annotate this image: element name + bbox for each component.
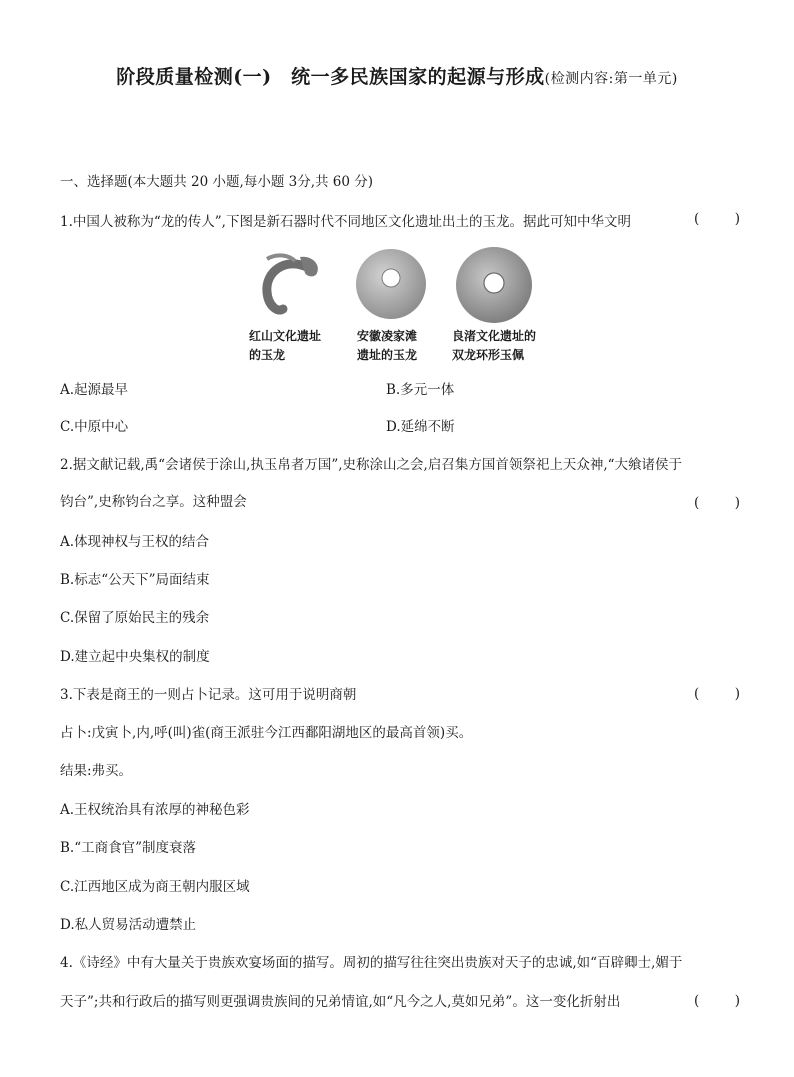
q2-option-c[interactable]: C.保留了原始民主的残余 [60,610,210,626]
q2-option-d[interactable]: D.建立起中央集权的制度 [60,649,210,665]
q3-stem: 3.下表是商王的一则占卜记录。这可用于说明商朝 [60,687,357,703]
page-title [0,62,794,89]
section-heading: 一、选择题(本大题共 20 小题,每小题 3分,共 60 分) [60,174,374,190]
q2-stem-line1: 2.据文献记载,禹“会诸侯于涂山,执玉帛者万国”,史称涂山之会,启召集方国首领祭祀上天众神,“大飨诸侯于 [60,457,683,473]
q2-option-a[interactable]: A.体现神权与王权的结合 [60,534,210,550]
q4-stem-line2: 天子”;共和行政后的描写则更强调贵族间的兄弟情谊,如“凡今之人,莫如兄弟”。这一变化折射出 [60,994,621,1010]
q2-stem-line2: 钧台”,史称钧台之享。这种盟会 [60,494,247,510]
q3-option-b[interactable]: B.“工商食官”制度衰落 [60,840,197,856]
title-main: 阶段质量检测(一) 统一多民族国家的起源与形成 [116,66,545,88]
q2-option-b[interactable]: B.标志“公天下”局面结束 [60,572,210,588]
q3-record-result: 结果:弗买。 [60,763,133,779]
q4-answer-bracket[interactable]: ( ) [694,993,740,1009]
q1-option-d[interactable]: D.延绵不断 [386,419,455,435]
jade-dragon-lingjiatan-image [354,247,428,321]
title-sub: (检测内容:第一单元) [544,71,678,87]
jade-ring-liangzhu-image [454,245,534,325]
q1-option-c[interactable]: C.中原中心 [60,419,129,435]
q3-option-d[interactable]: D.私人贸易活动遭禁止 [60,917,197,933]
q1-option-b[interactable]: B.多元一体 [386,382,455,398]
q4-stem-line1: 4.《诗经》中有大量关于贵族欢宴场面的描写。周初的描写往往突出贵族对天子的忠诚,如“百辟卿士,媚于 [60,955,683,971]
q2-answer-bracket[interactable]: ( ) [694,495,740,511]
caption-liangzhu: 良渚文化遗址的 双龙环形玉佩 [452,329,537,362]
q3-record-divination: 占卜:戊寅卜,内,呼(叫)雀(商王派驻今江西鄱阳湖地区的最高首领)买。 [60,725,473,741]
caption-lingjiatan: 安徽凌家滩 遗址的玉龙 [357,329,418,362]
q3-option-c[interactable]: C.江西地区成为商王朝内服区域 [60,879,250,895]
caption-hongshan: 红山文化遗址 的玉龙 [249,329,322,362]
q1-stem: 1.中国人被称为“龙的传人”,下图是新石器时代不同地区文化遗址出土的玉龙。据此可知中华文明 [60,214,631,230]
jade-dragon-hongshan-image [255,247,330,322]
q1-answer-bracket[interactable]: ( ) [694,211,740,227]
q1-option-a[interactable]: A.起源最早 [60,382,129,398]
q3-answer-bracket[interactable]: ( ) [694,686,740,702]
q3-option-a[interactable]: A.王权统治具有浓厚的神秘色彩 [60,802,250,818]
